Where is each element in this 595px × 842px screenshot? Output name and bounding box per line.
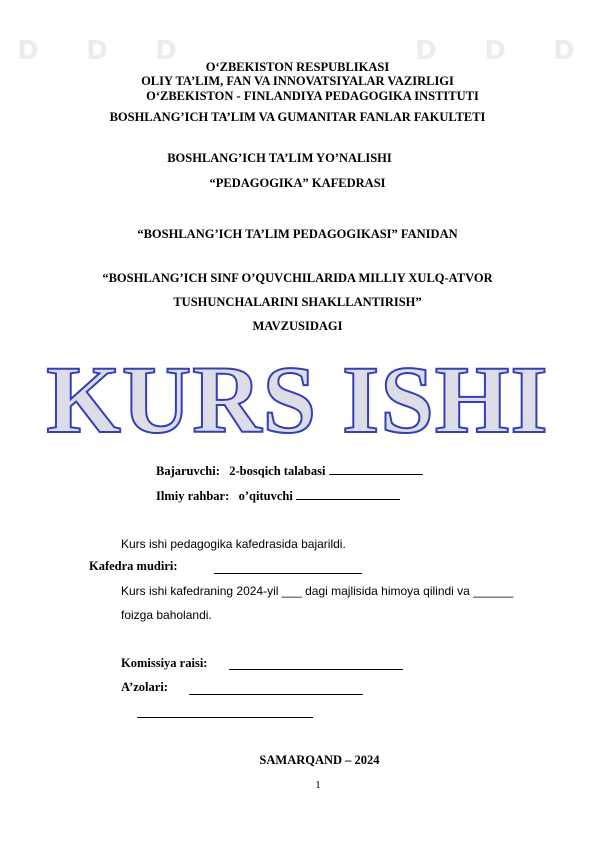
members-label: A’zolari: <box>121 680 168 694</box>
watermark-mark: D <box>86 36 108 66</box>
subject-title: “BOSHLANG’ICH TA’LIM PEDAGOGIKASI” FANIDAN <box>137 227 458 241</box>
defense-text-2: foizga baholandi. <box>121 608 212 622</box>
performer-value: 2-bosqich talabasi <box>229 464 326 478</box>
watermark-mark: D <box>553 36 575 66</box>
defense-text-1: Kurs ishi kafedraning 2024-yil ___ dagi majlisida himoya qilindi va ______ <box>121 584 514 598</box>
watermark-mark: D <box>155 36 177 66</box>
header-country: O‘ZBEKISTON RESPUBLIKASI <box>205 60 390 74</box>
work-type-title: KURS ISHI <box>46 346 549 453</box>
header-institute: O‘ZBEKISTON - FINLANDIYA PEDAGOGIKA INSTITUTI <box>146 89 479 103</box>
performer-row <box>156 462 423 479</box>
members-line-1 <box>189 694 363 695</box>
members-line-2 <box>137 717 313 718</box>
watermark-mark: D <box>484 36 506 66</box>
footer-city-year: SAMARQAND – 2024 <box>259 753 380 767</box>
supervisor-value: o’qituvchi <box>238 489 293 503</box>
direction-title: BOSHLANG’ICH TA’LIM YO’NALISHI <box>167 151 392 165</box>
head-of-department-line <box>214 573 362 574</box>
header-faculty: BOSHLANG’ICH TA’LIM VA GUMANITAR FANLAR FAKULTETI <box>109 110 486 124</box>
head-of-department-row <box>89 559 178 574</box>
header-ministry: OLIY TA’LIM, FAN VA INNOVATSIYALAR VAZIRLIGI <box>141 74 454 88</box>
supervisor-blank <box>296 487 400 500</box>
performer-blank <box>329 462 423 475</box>
performer-label: Bajaruvchi: <box>156 464 220 478</box>
watermark-mark: D <box>415 36 437 66</box>
page-number: 1 <box>315 779 321 791</box>
commission-chair-line <box>229 669 403 670</box>
supervisor-label: Ilmiy rahbar: <box>156 489 230 503</box>
completed-text: Kurs ishi pedagogika kafedrasida bajarildi. <box>121 537 346 551</box>
department-title: “PEDAGOGIKA” KAFEDRASI <box>209 176 386 190</box>
topic-line-1: “BOSHLANG’ICH SINF O’QUVCHILARIDA MILLIY XULQ-ATVOR <box>102 271 493 285</box>
topic-line-3: MAVZUSIDAGI <box>252 319 343 333</box>
supervisor-row <box>156 487 400 504</box>
commission-chair-label: Komissiya raisi: <box>121 656 208 670</box>
head-of-department-label: Kafedra mudiri: <box>89 559 178 573</box>
topic-line-2: TUSHUNCHALARINI SHAKLLANTIRISH” <box>173 295 422 309</box>
watermark-mark: D <box>17 36 39 66</box>
